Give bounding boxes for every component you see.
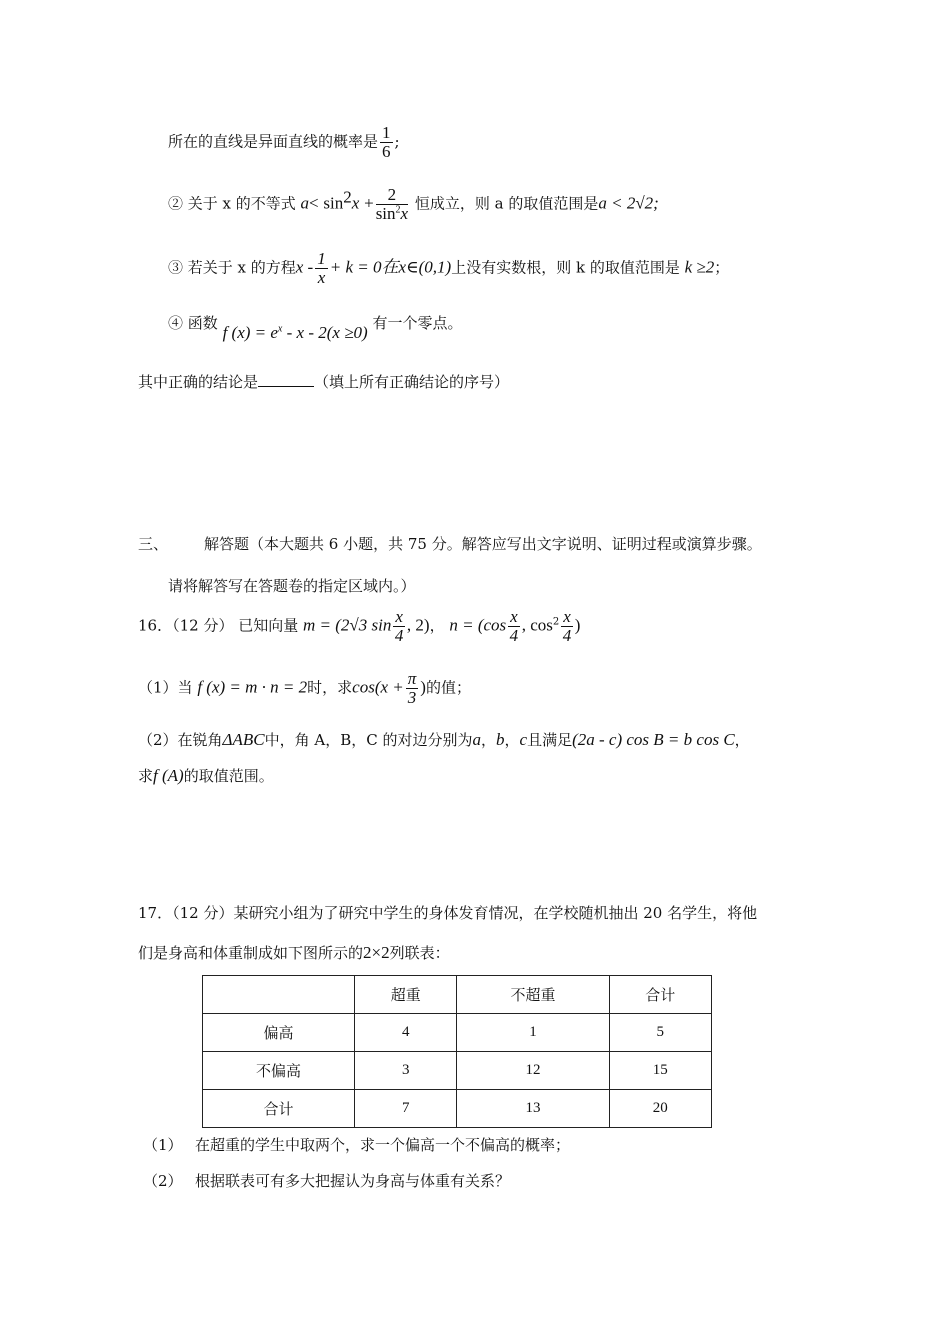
q16-part2-line2: 求f (A)的取值范围。 <box>138 766 274 785</box>
table-cell: 13 <box>457 1090 609 1128</box>
q17-line1: 17．（12 分）某研究小组为了研究中学生的身体发育情况，在学校随机抽出 20 名学生，将他 <box>138 904 758 922</box>
q15-item4: ④ 函数 f $(x) = e^x - x - 2(x \ge 0)$ 有一个零点。 <box>168 314 463 342</box>
table-header-cell: 不超重 <box>457 976 609 1014</box>
q17-sub1: （1） 在超重的学生中取两个，求一个偏高一个不偏高的概率； <box>143 1136 571 1154</box>
q15-item2: ② 关于 x 的不等式 $a< \sin^2x$ + $\frac{2}{\sin^2x}$ 恒成立，则 a 的取值范围是a < 2√2; <box>168 185 659 223</box>
table-cell: 4 <box>355 1014 457 1052</box>
table-cell: 1 <box>457 1014 609 1052</box>
q17-sub2: （2） 根据联表可有多大把握认为身高与体重有关系？ <box>143 1172 511 1190</box>
contingency-table <box>202 975 712 1128</box>
table-row <box>203 1090 712 1128</box>
table-cell: 15 <box>609 1052 712 1090</box>
table-cell: 12 <box>457 1052 609 1090</box>
q16-part1: （1）当 f (x) = m · n = 2时，求cos(x + $\frac{\pi}{3}$ )的值； <box>138 669 471 707</box>
table-row <box>203 1014 712 1052</box>
section3-heading: 三、 解答题（本大题共 6 小题，共 75 分。解答应写出文字说明、证明过程或演算步骤。 <box>138 535 762 553</box>
fraction-2-over-sin2x: $\frac{2}{\sin^2x}$ <box>375 185 409 223</box>
table-cell: 7 <box>355 1090 457 1128</box>
answer-blank <box>258 372 314 387</box>
table-header-cell: 超重 <box>355 976 457 1014</box>
table-cell: 偏高 <box>203 1014 355 1052</box>
table-header-row <box>203 976 712 1014</box>
q15-item3: ③ 若关于 x 的方程x - $\frac{1}{x}$ + k = 0在x∈(0,1)上没有实数根，则 k 的取值范围是 k ≥2； <box>168 249 730 287</box>
q16-statement: 16．（12 分） 已知向量 m = (2√3 sin $\frac{x}{4}$ , 2)， n = (cos $\frac{x}{4}$ , $\cos^2$ $\frac{x}{4}$ ) <box>138 607 581 645</box>
q16-part2: （2）在锐角ΔABC中，角 A，B，C 的对边分别为a，b，c且满足(2a - c) cos B = b cos C， <box>138 730 750 749</box>
table-cell: 20 <box>609 1090 712 1128</box>
table-header-cell <box>203 976 355 1014</box>
table-header-cell: 合计 <box>609 976 712 1014</box>
fraction-one-sixth: $\frac{1}{6}$ <box>382 123 391 161</box>
q17-line2: 们是身高和体重制成如下图所示的2×2列联表： <box>138 943 450 962</box>
table-row <box>203 1052 712 1090</box>
table-cell: 5 <box>609 1014 712 1052</box>
table-cell: 合计 <box>203 1090 355 1128</box>
fraction-1-over-x: $\frac{1}{x}$ <box>317 249 326 287</box>
q15-conclusion: 其中正确的结论是 （填上所有正确结论的序号） <box>138 373 510 391</box>
table-cell: 3 <box>355 1052 457 1090</box>
section3-subtitle: 请将解答写在答题卷的指定区域内。） <box>168 577 416 595</box>
table-cell: 不偏高 <box>203 1052 355 1090</box>
q15-line1: 所在的直线是异面直线的概率是 $\frac{1}{6}$ ; <box>168 123 400 161</box>
